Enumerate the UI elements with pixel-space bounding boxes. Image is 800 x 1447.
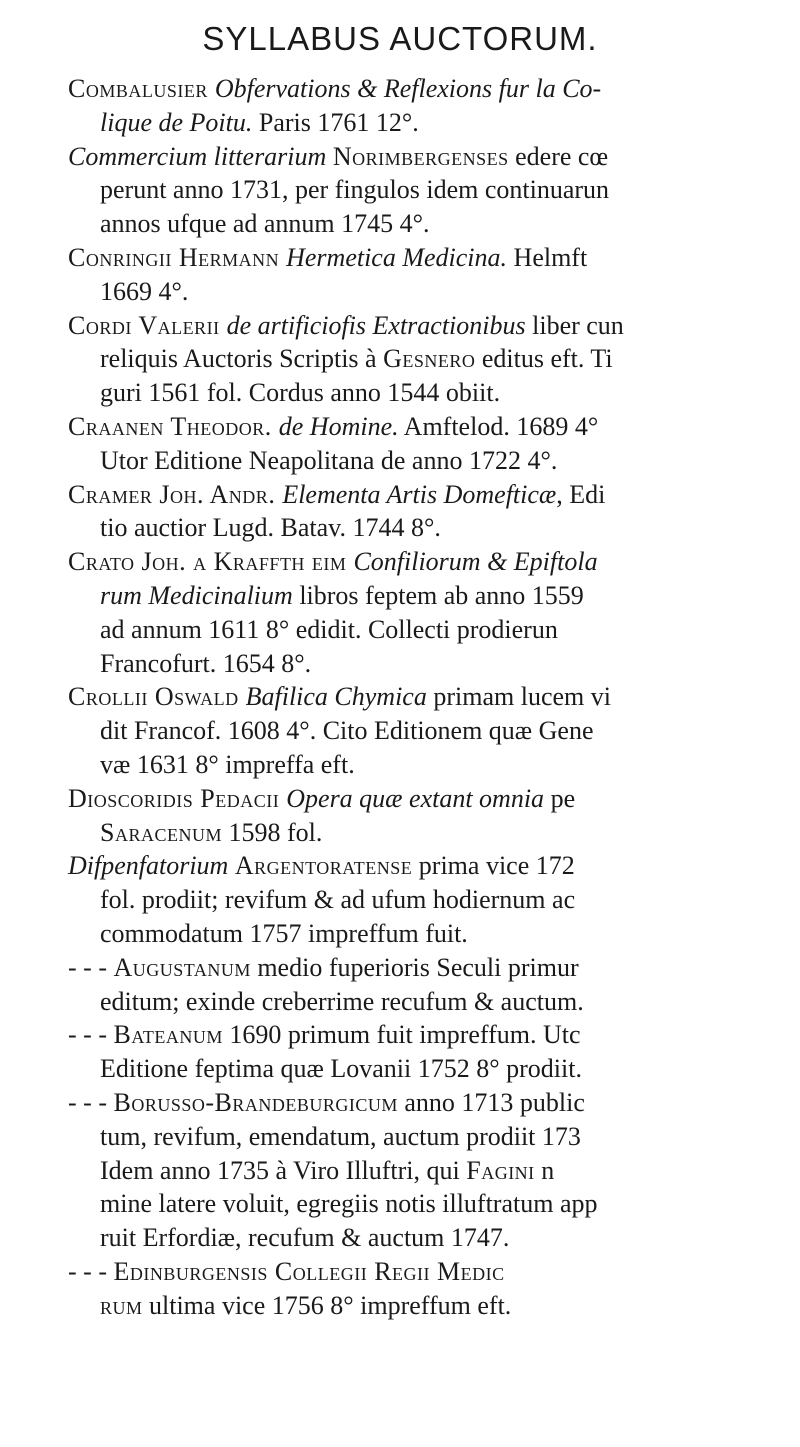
entry-text: libros feptem ab anno 1559: [292, 580, 584, 610]
entry-continuation-line: [0, 1187, 800, 1221]
work-title: Elementa Artis Domefticæ: [282, 479, 557, 509]
entry-continuation-line: [0, 376, 800, 410]
entry-text: edere cœ: [508, 141, 609, 171]
entry-text: guri 1561 fol. Cordus anno 1544 obiit.: [100, 378, 501, 408]
work-title: Bafilica Chymica: [245, 682, 427, 712]
entry-text: væ 1631 8° impreffa eft.: [100, 749, 355, 779]
entry-continuation-line: [0, 647, 800, 681]
entry-text: Paris 1761 12°.: [252, 107, 419, 137]
entry-continuation-line: [0, 816, 800, 850]
work-title: Hermetica Medicina.: [286, 242, 508, 272]
entry-first-line: [0, 410, 800, 444]
entry-text: pe: [544, 783, 576, 813]
entry-first-line: [0, 545, 800, 579]
entry-text: medio fuperioris Seculi primur: [250, 952, 579, 982]
author-name: Cordi Valerii: [68, 310, 227, 340]
bibliography-entries: [0, 72, 800, 1322]
entry-continuation-line: [0, 511, 800, 545]
entry-continuation-line: [0, 748, 800, 782]
entry-first-line: [0, 1255, 800, 1289]
entry-continuation-line: [0, 579, 800, 613]
entry-text: prima vice 172: [412, 851, 575, 881]
entry-text: - - -: [68, 1020, 114, 1050]
entry-first-line: [0, 849, 800, 883]
entry-text: perunt anno 1731, per fingulos idem continuarun: [100, 175, 610, 205]
work-title: Difpenfatorium: [68, 851, 235, 881]
work-title: de Homine.: [278, 411, 399, 441]
author-name: Bateanum: [113, 1020, 223, 1050]
author-name: Edinburgensis Collegii Regii Medic: [113, 1256, 505, 1286]
entry-first-line: [0, 1018, 800, 1052]
entry-text: primam lucem vi: [426, 682, 611, 712]
entry-text: - - -: [68, 952, 114, 982]
entry-text: commodatum 1757 impreffum fuit.: [100, 918, 468, 948]
author-name: Dioscoridis Pedacii: [68, 783, 287, 813]
entry-first-line: [0, 309, 800, 343]
work-title: Commercium litterarium: [68, 141, 333, 171]
entry-text: Helmft: [507, 242, 588, 272]
entry-text: dit Francof. 1608 4°. Cito Editionem quæ Gene: [100, 716, 594, 746]
entry-text: tio auctior Lugd. Batav. 1744 8°.: [100, 513, 441, 543]
author-name: Crollii Oswald: [68, 682, 246, 712]
entry-text: - - -: [68, 1087, 114, 1117]
entry-first-line: [0, 951, 800, 985]
entry-continuation-line: [0, 1120, 800, 1154]
entry-first-line: [0, 782, 800, 816]
entry-continuation-line: [0, 173, 800, 207]
entry-continuation-line: [0, 1221, 800, 1255]
entry-first-line: [0, 1086, 800, 1120]
author-name: Crato Joh. a Kraffth eim: [68, 547, 354, 577]
entry-first-line: [0, 140, 800, 174]
work-title: rum Medicinalium: [100, 580, 293, 610]
entry-text: reliquis Auctoris Scriptis à: [100, 344, 384, 374]
work-title: Opera quæ extant omnia: [286, 783, 545, 813]
entry-continuation-line: [0, 714, 800, 748]
entry-text: ruit Erfordiæ, recufum & auctum 1747.: [100, 1223, 510, 1253]
entry-continuation-line: [0, 444, 800, 478]
entry-text: 1598 fol.: [221, 817, 323, 847]
author-name: Craanen Theodor.: [68, 411, 279, 441]
running-head: SYLLABUS AUCTORUM.: [202, 20, 598, 57]
author-name: Cramer Joh. Andr.: [68, 479, 283, 509]
author-name: Augustanum: [113, 952, 251, 982]
entry-text: Idem anno 1735 à Viro Illuftri, qui: [100, 1155, 467, 1185]
entry-text: Editione feptima quæ Lovanii 1752 8° prodiit.: [100, 1054, 582, 1084]
author-name: Fagini: [466, 1155, 535, 1185]
entry-text: ultima vice 1756 8° impreffum eft.: [142, 1290, 512, 1320]
entry-continuation-line: [0, 613, 800, 647]
entry-text: 1690 primum fuit impreffum. Utc: [222, 1020, 581, 1050]
work-title: lique de Poitu.: [100, 107, 253, 137]
entry-text: n: [534, 1155, 555, 1185]
entry-text: ad annum 1611 8° edidit. Collecti prodierun: [100, 614, 558, 644]
entry-text: Amftelod. 1689 4°: [398, 411, 599, 441]
entry-continuation-line: [0, 207, 800, 241]
author-name: Conringii Hermann: [68, 242, 287, 272]
entry-text: 1669 4°.: [100, 276, 189, 306]
work-title: Obfervations & Reflexions fur la Co-: [214, 74, 602, 103]
entry-text: - - -: [68, 1256, 114, 1286]
entry-text: editus eft. Ti: [475, 344, 613, 374]
entry-text: mine latere voluit, egregiis notis illuftratum app: [100, 1189, 598, 1219]
entry-first-line: [0, 478, 800, 512]
work-title: Confiliorum & Epiftola: [353, 547, 598, 577]
entry-first-line: [0, 241, 800, 275]
entry-continuation-line: [0, 985, 800, 1019]
entry-text: Utor Editione Neapolitana de anno 1722 4°.: [100, 445, 558, 475]
entry-text: fol. prodiit; revifum & ad ufum hodiernum ac: [100, 885, 576, 915]
author-name: Borusso-Brandeburgicum: [113, 1087, 398, 1117]
author-name: Argentoratense: [234, 851, 413, 881]
author-name: Norimbergenses: [332, 141, 509, 171]
entry-continuation-line: [0, 1154, 800, 1188]
entry-first-line: [0, 72, 800, 106]
author-name: Saracenum: [100, 817, 222, 847]
author-name: rum: [100, 1290, 143, 1320]
entry-text: annos ufque ad annum 1745 4°.: [100, 209, 430, 239]
entry-continuation-line: [0, 275, 800, 309]
entry-continuation-line: [0, 1052, 800, 1086]
entry-text: liber cun: [525, 310, 624, 340]
entry-text: tum, revifum, emendatum, auctum prodiit 173: [100, 1121, 581, 1151]
entry-continuation-line: [0, 1289, 800, 1323]
entry-text: Francofurt. 1654 8°.: [100, 648, 312, 678]
entry-text: anno 1713 public: [397, 1087, 585, 1117]
entry-continuation-line: [0, 342, 800, 376]
work-title: de artificiofis Extractionibus: [226, 310, 526, 340]
entry-continuation-line: [0, 883, 800, 917]
entry-continuation-line: [0, 917, 800, 951]
author-name: Combalusier: [68, 74, 215, 103]
entry-text: editum; exinde creberrime recufum & auctum.: [100, 986, 584, 1016]
author-name: Gesnero: [383, 344, 476, 374]
entry-first-line: [0, 680, 800, 714]
entry-text: , Edi: [556, 479, 606, 509]
entry-continuation-line: [0, 106, 800, 140]
